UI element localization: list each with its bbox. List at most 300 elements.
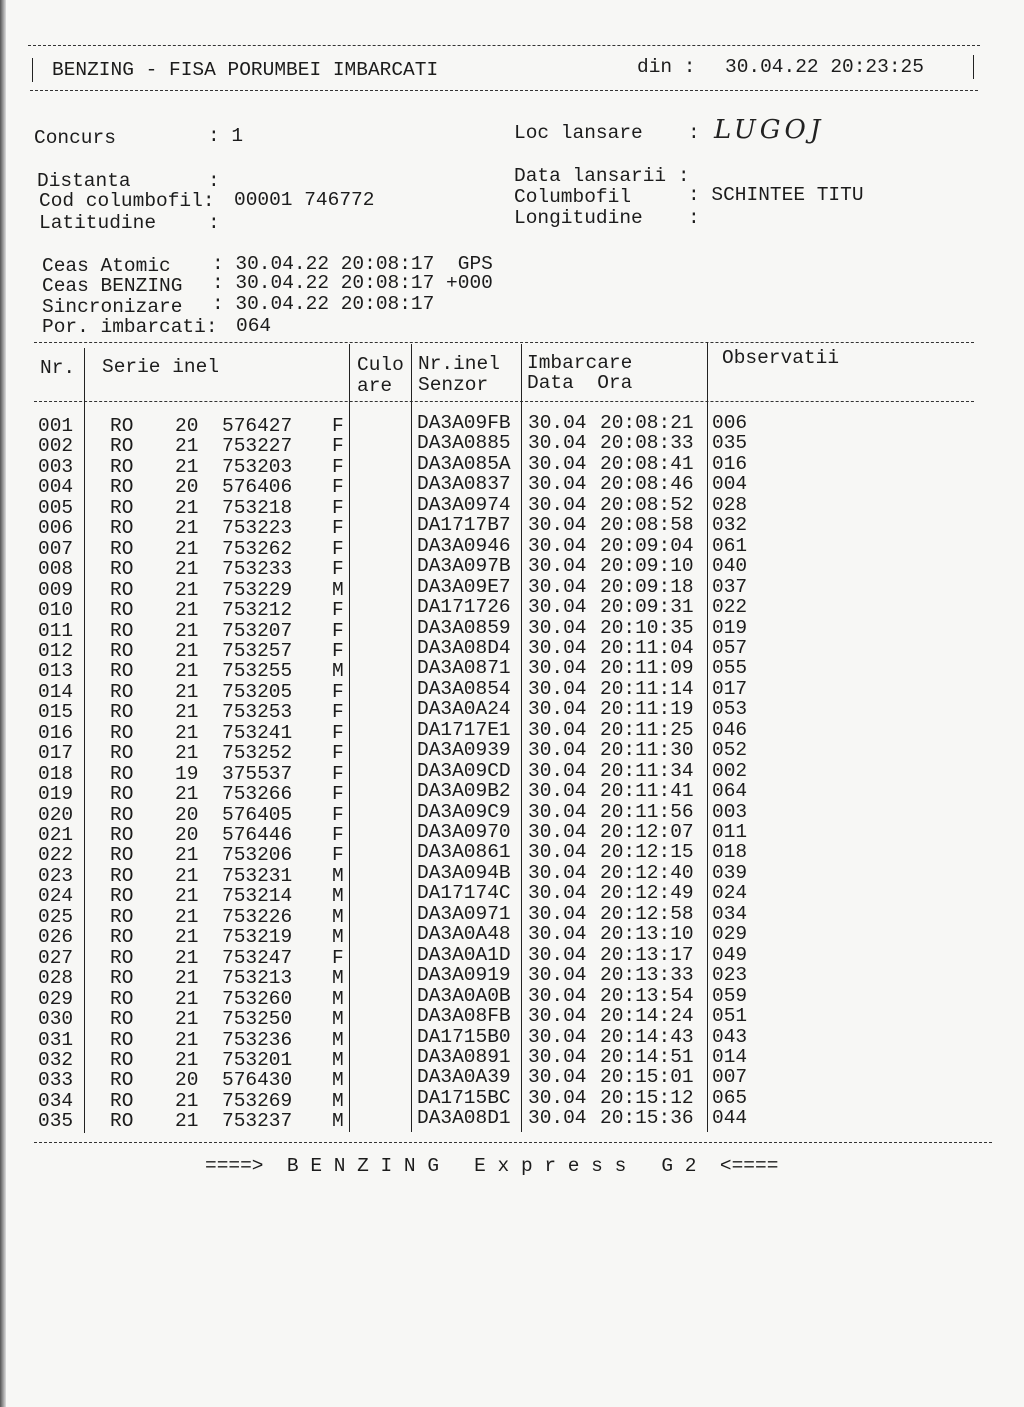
col-senzor: Senzor: [418, 374, 489, 396]
row-observatii: 061: [712, 534, 748, 557]
row-sex: F: [332, 619, 344, 642]
row-nr: 022: [38, 844, 74, 867]
row-ring: 576446: [222, 824, 293, 846]
row-sensor: DA3A09C9: [417, 800, 511, 823]
row-country: RO: [110, 639, 134, 662]
row-sex: M: [332, 1089, 344, 1112]
row-time: 20:12:58: [600, 902, 694, 925]
row-nr: 031: [38, 1028, 74, 1051]
row-nr: 032: [38, 1048, 74, 1071]
row-ring: 576427: [222, 415, 293, 437]
row-time: 20:11:19: [600, 698, 694, 721]
row-nr: 005: [38, 496, 74, 519]
row-sensor: DA3A09B2: [417, 780, 511, 803]
columbofil-value: : SCHINTEE TITU: [688, 184, 864, 206]
ceas-atomic-value: : 30.04.22 20:08:17 GPS: [212, 253, 493, 275]
row-date: 30.04: [528, 534, 587, 557]
row-country: RO: [110, 824, 134, 846]
row-observatii: 006: [712, 412, 748, 434]
row-observatii: 002: [712, 759, 748, 782]
latitudine-label: Latitudine: [39, 212, 157, 234]
row-sensor: DA1717B7: [417, 514, 511, 537]
row-sex: F: [332, 496, 344, 519]
row-sex: F: [332, 844, 344, 867]
row-observatii: 037: [712, 575, 748, 598]
loc-lansare-label: Loc lansare: [514, 122, 643, 144]
row-sensor: DA3A097B: [417, 555, 511, 578]
row-time: 20:14:24: [600, 1005, 694, 1028]
row-country: RO: [110, 680, 134, 703]
row-nr: 002: [38, 435, 74, 458]
row-country: RO: [110, 599, 134, 622]
row-observatii: 014: [712, 1045, 748, 1068]
row-sensor: DA3A08FB: [417, 1005, 511, 1028]
cod-value: 00001 746772: [234, 189, 375, 211]
row-year: 21: [175, 537, 199, 560]
loc-lansare-handwritten: LUGOJ: [714, 115, 825, 145]
row-country: RO: [110, 803, 134, 826]
row-sex: M: [332, 1110, 344, 1133]
row-country: RO: [110, 1028, 134, 1051]
row-date: 30.04: [528, 984, 587, 1007]
row-sensor: DA1715B0: [417, 1025, 511, 1048]
row-nr: 004: [38, 476, 74, 499]
row-nr: 003: [38, 455, 74, 478]
row-sex: M: [332, 578, 344, 601]
row-nr: 019: [38, 783, 74, 806]
row-date: 30.04: [528, 739, 587, 762]
row-sensor: DA3A0854: [417, 677, 511, 700]
row-nr: 006: [38, 517, 74, 540]
row-country: RO: [110, 844, 134, 867]
row-sex: F: [332, 415, 344, 437]
row-year: 20: [175, 415, 199, 437]
row-ring: 753260: [222, 987, 293, 1010]
row-sex: M: [332, 1048, 344, 1071]
row-sensor: DA3A0974: [417, 493, 511, 516]
row-sex: F: [332, 721, 344, 744]
row-nr: 016: [38, 721, 74, 744]
row-year: 21: [175, 1089, 199, 1112]
longitudine-label: Longitudine: [514, 207, 643, 229]
row-sensor: DA3A0919: [417, 964, 511, 987]
row-year: 21: [175, 660, 199, 683]
row-ring: 753212: [222, 599, 293, 622]
longitudine-value: :: [688, 207, 700, 229]
row-date: 30.04: [528, 841, 587, 864]
row-ring: 753241: [222, 721, 293, 744]
row-year: 21: [175, 1008, 199, 1031]
row-observatii: 065: [712, 1086, 748, 1109]
row-ring: 753231: [222, 864, 293, 887]
row-date: 30.04: [528, 493, 587, 516]
row-ring: 753266: [222, 783, 293, 806]
row-date: 30.04: [528, 1025, 587, 1048]
row-date: 30.04: [528, 943, 587, 966]
row-observatii: 052: [712, 739, 748, 762]
row-year: 21: [175, 558, 199, 581]
row-time: 20:13:17: [600, 943, 694, 966]
row-observatii: 059: [712, 984, 748, 1007]
row-date: 30.04: [528, 555, 587, 578]
row-year: 21: [175, 742, 199, 765]
row-sensor: DA3A094B: [417, 861, 511, 884]
divider: [707, 342, 708, 1132]
divider: [521, 344, 522, 1132]
row-ring: 753219: [222, 926, 293, 949]
row-ring: 576405: [222, 803, 293, 826]
row-year: 21: [175, 517, 199, 540]
row-time: 20:13:10: [600, 923, 694, 946]
row-year: 20: [175, 803, 199, 826]
row-sensor: DA3A0871: [417, 657, 511, 680]
row-time: 20:10:35: [600, 616, 694, 639]
row-date: 30.04: [528, 1086, 587, 1109]
row-ring: 753226: [222, 905, 293, 928]
row-sex: F: [332, 680, 344, 703]
row-sensor: DA17174C: [417, 882, 511, 905]
row-sex: M: [332, 885, 344, 908]
row-sensor: DA3A0970: [417, 821, 511, 843]
row-year: 21: [175, 680, 199, 703]
row-sex: M: [332, 987, 344, 1010]
row-country: RO: [110, 864, 134, 887]
row-ring: 753207: [222, 619, 293, 642]
row-year: 20: [175, 1069, 199, 1092]
row-observatii: 057: [712, 636, 748, 659]
divider: [84, 348, 85, 1133]
row-sex: F: [332, 783, 344, 806]
row-date: 30.04: [528, 657, 587, 680]
row-country: RO: [110, 537, 134, 560]
row-year: 21: [175, 987, 199, 1010]
row-sensor: DA3A0861: [417, 841, 511, 864]
row-observatii: 035: [712, 432, 748, 455]
row-sensor: DA3A09E7: [417, 575, 511, 598]
row-time: 20:11:25: [600, 718, 694, 741]
row-country: RO: [110, 762, 134, 785]
row-time: 20:11:30: [600, 739, 694, 762]
row-time: 20:08:58: [600, 514, 694, 537]
row-year: 21: [175, 578, 199, 601]
columbofil-label: Columbofil: [514, 186, 632, 208]
row-date: 30.04: [528, 902, 587, 925]
row-nr: 026: [38, 926, 74, 949]
row-sensor: DA1717E1: [417, 718, 511, 741]
divider: [973, 55, 974, 79]
row-date: 30.04: [528, 636, 587, 659]
row-country: RO: [110, 721, 134, 744]
row-nr: 015: [38, 701, 74, 724]
row-observatii: 022: [712, 596, 748, 619]
row-observatii: 039: [712, 861, 748, 884]
por-imbarcati-value: 064: [236, 315, 272, 337]
row-nr: 020: [38, 803, 74, 826]
row-year: 21: [175, 844, 199, 867]
row-time: 20:09:10: [600, 555, 694, 578]
distanta-label: Distanta: [37, 170, 131, 192]
row-date: 30.04: [528, 473, 587, 496]
row-observatii: 003: [712, 800, 748, 823]
col-imbarcare: Imbarcare: [527, 352, 633, 374]
row-year: 21: [175, 864, 199, 887]
row-sensor: DA3A0A0B: [417, 984, 511, 1007]
row-country: RO: [110, 742, 134, 765]
row-country: RO: [110, 496, 134, 519]
row-nr: 021: [38, 824, 74, 846]
row-sensor: DA3A0971: [417, 902, 511, 925]
row-date: 30.04: [528, 1066, 587, 1089]
col-data-ora: Data Ora: [527, 372, 633, 394]
row-observatii: 007: [712, 1066, 748, 1089]
row-year: 21: [175, 496, 199, 519]
row-year: 21: [175, 619, 199, 642]
row-ring: 753252: [222, 742, 293, 765]
row-time: 20:15:12: [600, 1086, 694, 1109]
document-title: BENZING - FISA PORUMBEI IMBARCATI: [52, 59, 439, 81]
row-time: 20:15:01: [600, 1066, 694, 1089]
row-nr: 024: [38, 885, 74, 908]
row-year: 21: [175, 435, 199, 458]
row-sensor: DA3A0837: [417, 473, 511, 496]
row-sensor: DA3A0891: [417, 1045, 511, 1068]
row-country: RO: [110, 946, 134, 969]
row-time: 20:08:41: [600, 452, 694, 475]
row-sex: F: [332, 558, 344, 581]
row-year: 21: [175, 967, 199, 990]
row-ring: 576430: [222, 1069, 293, 1092]
footer-brand: ====> B E N Z I N G E x p r e s s G 2 <====: [205, 1155, 779, 1177]
divider: [349, 344, 350, 1132]
row-ring: 753205: [222, 680, 293, 703]
row-country: RO: [110, 783, 134, 806]
row-nr: 035: [38, 1110, 74, 1133]
row-year: 21: [175, 885, 199, 908]
row-country: RO: [110, 435, 134, 458]
row-date: 30.04: [528, 596, 587, 619]
row-observatii: 016: [712, 452, 748, 475]
row-nr: 025: [38, 905, 74, 928]
row-sex: F: [332, 803, 344, 826]
row-country: RO: [110, 1069, 134, 1092]
row-sensor: DA171726: [417, 596, 511, 619]
row-observatii: 064: [712, 780, 748, 803]
row-sex: M: [332, 1008, 344, 1031]
row-date: 30.04: [528, 677, 587, 700]
por-imbarcati-label: Por. imbarcati:: [42, 316, 218, 338]
row-country: RO: [110, 578, 134, 601]
row-ring: 753237: [222, 1110, 293, 1133]
row-ring: 753262: [222, 537, 293, 560]
row-nr: 033: [38, 1069, 74, 1092]
col-observatii: Observatii: [722, 347, 840, 369]
row-observatii: 024: [712, 882, 748, 905]
row-observatii: 040: [712, 555, 748, 578]
row-time: 20:13:33: [600, 964, 694, 987]
row-ring: 753233: [222, 558, 293, 581]
row-year: 21: [175, 1110, 199, 1133]
row-time: 20:14:51: [600, 1045, 694, 1068]
ceas-atomic-label: Ceas Atomic: [42, 255, 171, 277]
row-ring: 753229: [222, 578, 293, 601]
row-country: RO: [110, 517, 134, 540]
row-observatii: 023: [712, 964, 748, 987]
row-sensor: DA3A085A: [417, 452, 511, 475]
row-sex: F: [332, 455, 344, 478]
row-nr: 013: [38, 660, 74, 683]
row-time: 20:11:34: [600, 759, 694, 782]
row-ring: 753250: [222, 1008, 293, 1031]
row-sex: F: [332, 476, 344, 499]
row-time: 20:15:36: [600, 1107, 694, 1130]
distanta-value: :: [208, 170, 220, 192]
row-date: 30.04: [528, 412, 587, 434]
row-sex: M: [332, 926, 344, 949]
print-datetime: 30.04.22 20:23:25: [725, 56, 924, 78]
row-date: 30.04: [528, 698, 587, 721]
row-date: 30.04: [528, 1107, 587, 1130]
data-lansarii-label: Data lansarii :: [514, 165, 690, 187]
row-observatii: 029: [712, 923, 748, 946]
row-time: 20:09:31: [600, 596, 694, 619]
row-year: 21: [175, 783, 199, 806]
row-sex: F: [332, 599, 344, 622]
row-year: 21: [175, 905, 199, 928]
row-country: RO: [110, 1089, 134, 1112]
row-year: 20: [175, 476, 199, 499]
row-time: 20:11:56: [600, 800, 694, 823]
col-nr: Nr.: [40, 357, 76, 379]
row-country: RO: [110, 415, 134, 437]
row-observatii: 004: [712, 473, 748, 496]
row-sensor: DA3A08D1: [417, 1107, 511, 1130]
row-observatii: 053: [712, 698, 748, 721]
row-date: 30.04: [528, 861, 587, 884]
row-year: 19: [175, 762, 199, 785]
col-culoare: Culo: [357, 354, 404, 376]
row-date: 30.04: [528, 821, 587, 843]
din-label: din :: [637, 56, 696, 78]
row-observatii: 051: [712, 1005, 748, 1028]
row-date: 30.04: [528, 759, 587, 782]
row-nr: 034: [38, 1089, 74, 1112]
row-nr: 009: [38, 578, 74, 601]
row-sensor: DA3A0A24: [417, 698, 511, 721]
divider: [411, 344, 412, 1132]
row-sex: F: [332, 537, 344, 560]
row-sensor: DA3A08D4: [417, 636, 511, 659]
row-date: 30.04: [528, 964, 587, 987]
row-sex: F: [332, 435, 344, 458]
row-date: 30.04: [528, 616, 587, 639]
row-sex: M: [332, 905, 344, 928]
row-sex: F: [332, 742, 344, 765]
row-country: RO: [110, 455, 134, 478]
row-date: 30.04: [528, 432, 587, 455]
row-ring: 753236: [222, 1028, 293, 1051]
row-date: 30.04: [528, 1005, 587, 1028]
row-time: 20:08:21: [600, 412, 694, 434]
row-nr: 023: [38, 864, 74, 887]
row-ring: 375537: [222, 762, 293, 785]
row-time: 20:11:04: [600, 636, 694, 659]
row-observatii: 019: [712, 616, 748, 639]
row-time: 20:08:46: [600, 473, 694, 496]
row-date: 30.04: [528, 718, 587, 741]
row-country: RO: [110, 558, 134, 581]
row-year: 21: [175, 1048, 199, 1071]
row-nr: 007: [38, 537, 74, 560]
row-observatii: 043: [712, 1025, 748, 1048]
row-nr: 017: [38, 742, 74, 765]
row-ring: 753255: [222, 660, 293, 683]
row-year: 21: [175, 926, 199, 949]
row-country: RO: [110, 905, 134, 928]
row-ring: 753223: [222, 517, 293, 540]
latitudine-value: :: [208, 212, 220, 234]
row-sex: M: [332, 1069, 344, 1092]
row-ring: 753257: [222, 639, 293, 662]
row-date: 30.04: [528, 882, 587, 905]
row-time: 20:14:43: [600, 1025, 694, 1048]
row-nr: 027: [38, 946, 74, 969]
row-sex: F: [332, 701, 344, 724]
row-sex: F: [332, 762, 344, 785]
col-nr-inel: Nr.inel: [418, 353, 500, 375]
row-ring: 753214: [222, 885, 293, 908]
row-ring: 753247: [222, 946, 293, 969]
row-year: 21: [175, 721, 199, 744]
row-date: 30.04: [528, 452, 587, 475]
row-country: RO: [110, 619, 134, 642]
row-sex: M: [332, 660, 344, 683]
row-sensor: DA3A09CD: [417, 759, 511, 782]
row-year: 21: [175, 599, 199, 622]
row-country: RO: [110, 1048, 134, 1071]
row-sensor: DA3A0939: [417, 739, 511, 762]
ceas-benzing-label: Ceas BENZING: [42, 275, 183, 297]
row-date: 30.04: [528, 800, 587, 823]
row-ring: 753201: [222, 1048, 293, 1071]
row-sex: M: [332, 967, 344, 990]
row-time: 20:09:04: [600, 534, 694, 557]
row-observatii: 055: [712, 657, 748, 680]
row-sex: M: [332, 864, 344, 887]
divider: [30, 90, 978, 91]
row-year: 20: [175, 824, 199, 846]
row-nr: 011: [38, 619, 74, 642]
row-sensor: DA3A0A39: [417, 1066, 511, 1089]
row-time: 20:11:09: [600, 657, 694, 680]
row-sensor: DA3A0859: [417, 616, 511, 639]
row-time: 20:12:07: [600, 821, 694, 843]
row-time: 20:13:54: [600, 984, 694, 1007]
row-sensor: DA3A0A48: [417, 923, 511, 946]
row-date: 30.04: [528, 780, 587, 803]
row-nr: 028: [38, 967, 74, 990]
row-sensor: DA3A09FB: [417, 412, 511, 434]
row-ring: 753253: [222, 701, 293, 724]
row-country: RO: [110, 1110, 134, 1133]
row-country: RO: [110, 701, 134, 724]
row-time: 20:12:49: [600, 882, 694, 905]
cod-label: Cod columbofil:: [39, 190, 215, 212]
row-observatii: 049: [712, 943, 748, 966]
row-country: RO: [110, 885, 134, 908]
divider: [34, 401, 974, 402]
row-date: 30.04: [528, 575, 587, 598]
row-time: 20:12:15: [600, 841, 694, 864]
